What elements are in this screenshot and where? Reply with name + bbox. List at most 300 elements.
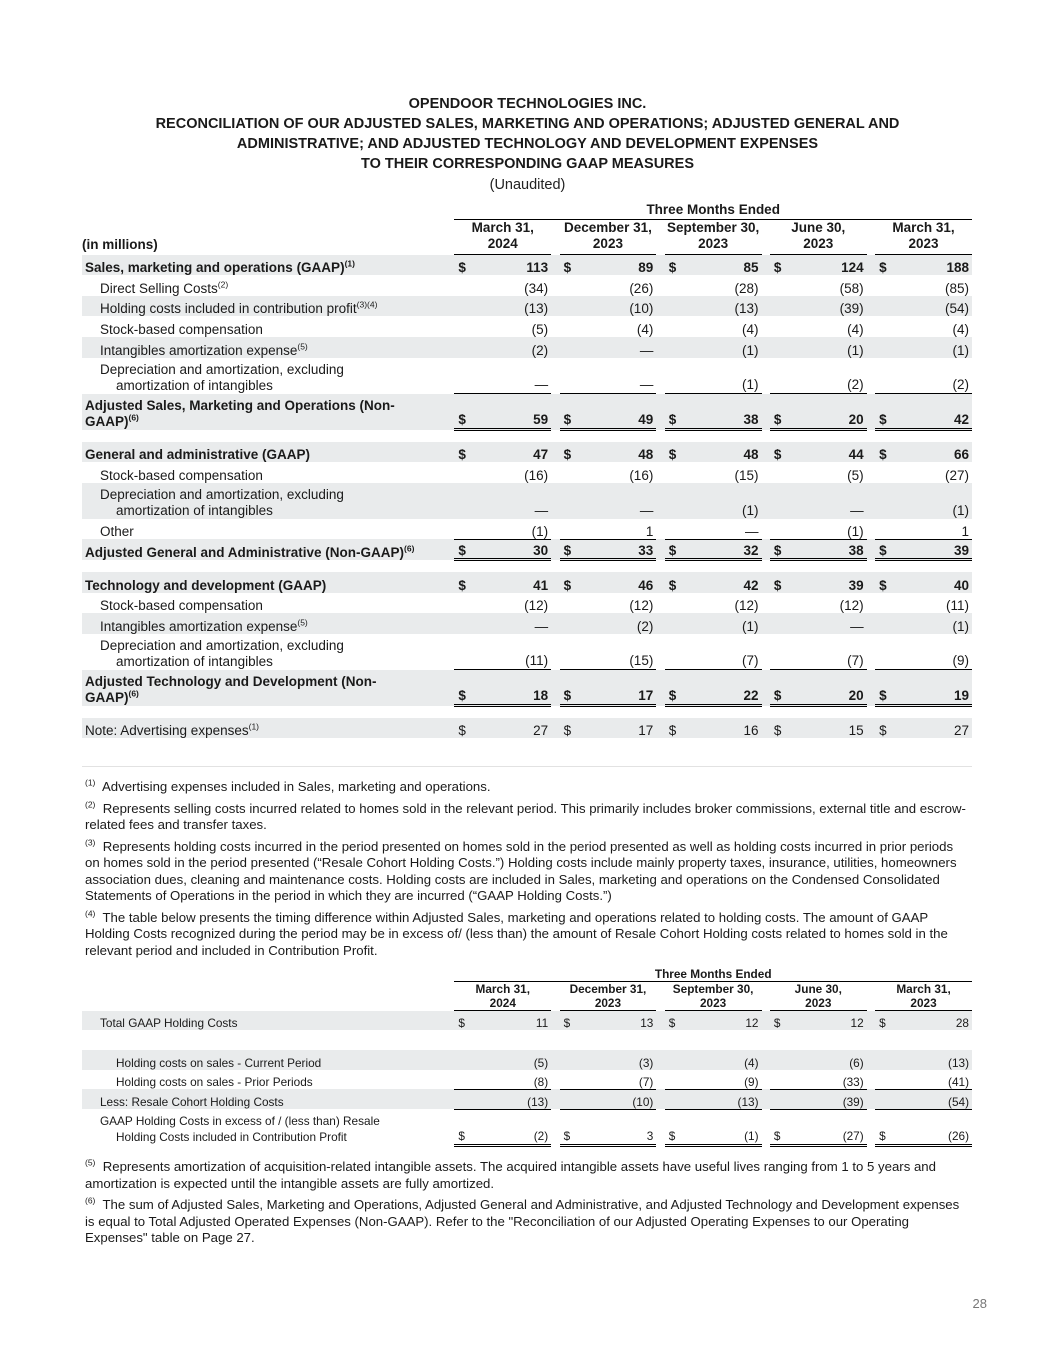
value-cell: 32 — [679, 539, 761, 560]
currency-symbol — [770, 519, 785, 540]
value-cell: (11) — [469, 634, 551, 670]
column-header: March 31, 2024 — [454, 982, 551, 1011]
value-cell: 17 — [574, 718, 656, 739]
value-cell: (1) — [469, 519, 551, 540]
column-header: March 31, 2023 — [875, 220, 972, 255]
currency-symbol — [560, 613, 575, 634]
value-cell: (2) — [785, 358, 867, 394]
currency-symbol — [454, 1050, 469, 1070]
currency-symbol: $ — [454, 670, 469, 706]
value-cell: 48 — [574, 442, 656, 463]
currency-symbol — [665, 519, 680, 540]
footnotes-lower — [85, 1159, 970, 1252]
currency-symbol — [770, 1089, 785, 1109]
currency-symbol: $ — [560, 255, 575, 276]
value-cell: (58) — [839, 280, 864, 296]
table-row — [82, 1089, 972, 1109]
value-cell: 22 — [679, 670, 761, 706]
value-cell: 47 — [469, 442, 551, 463]
value-cell: 11 — [469, 1011, 551, 1031]
value-cell: 41 — [469, 572, 551, 593]
value-cell: — — [785, 483, 867, 519]
row-label: Intangibles amortization expense$^{(5)}$ — [82, 613, 446, 634]
currency-symbol — [770, 462, 785, 483]
footnote-3: $^{(3)}$ Represents holding costs incurred in the period presented on homes sold in the period presented as well as holding costs incurred in prior periods on homes sold in the period presented (“Resale Cohort Holding Costs.”) Holding costs include mainly property taxes, insurance, utilities, homeowners association dues, cleaning and maintenance costs. Holding costs are included in Sales, marketing and operations on the Condensed Consolidated Statements of Operations in the period in which they are incurred (“GAAP Holding Costs.”) — [85, 837, 957, 903]
currency-symbol: $ — [560, 539, 575, 560]
table-row — [82, 255, 972, 276]
currency-symbol — [454, 613, 469, 634]
value-cell: (1) — [679, 483, 761, 519]
value-cell: (4) — [847, 321, 864, 337]
value-cell: (13) — [890, 1050, 972, 1070]
table-row — [82, 483, 972, 519]
currency-symbol — [875, 1050, 890, 1070]
value-cell: (13) — [679, 1089, 761, 1109]
currency-symbol — [770, 634, 785, 670]
value-cell: — — [574, 358, 656, 394]
currency-symbol — [665, 296, 680, 317]
value-cell: 16 — [679, 718, 761, 739]
row-label: Total GAAP Holding Costs — [82, 1011, 446, 1031]
currency-symbol: $ — [560, 442, 575, 463]
value-cell: — — [574, 337, 656, 358]
currency-symbol — [560, 1050, 575, 1070]
value-cell: 49 — [574, 394, 656, 430]
value-cell: (4) — [742, 321, 759, 337]
value-cell: 113 — [469, 255, 551, 276]
report-title-line2: ADMINISTRATIVE; AND ADJUSTED TECHNOLOGY AND DEVELOPMENT EXPENSES — [236, 136, 819, 152]
currency-symbol — [454, 519, 469, 540]
footnote-1: $^{(1)}$ Advertising expenses included in Sales, marketing and operations. — [85, 777, 491, 794]
currency-symbol — [665, 275, 680, 296]
value-cell: (41) — [890, 1070, 972, 1090]
currency-symbol — [665, 316, 680, 337]
value-cell: (15) — [574, 634, 656, 670]
value-cell: 42 — [890, 394, 972, 430]
row-label: Depreciation and amortization, excluding amortization of intangibles — [82, 483, 446, 519]
table-row — [82, 613, 972, 634]
currency-symbol: $ — [665, 255, 680, 276]
value-cell: (9) — [679, 1070, 761, 1090]
value-cell: (7) — [679, 634, 761, 670]
period-header: Three Months Ended — [454, 199, 972, 220]
value-cell: (1) — [679, 337, 761, 358]
row-label: Holding costs on sales - Current Period — [82, 1050, 446, 1070]
value-cell: 12 — [785, 1011, 867, 1031]
currency-symbol: $ — [665, 670, 680, 706]
value-cell: (54) — [890, 1089, 972, 1109]
value-cell: (26) — [629, 280, 654, 296]
table-row — [82, 1050, 972, 1070]
value-cell: (1) — [890, 483, 972, 519]
currency-symbol — [770, 316, 785, 337]
column-header: June 30, 2023 — [770, 220, 867, 255]
currency-symbol — [454, 483, 469, 519]
table-row — [82, 358, 972, 394]
value-cell: (10) — [574, 296, 656, 317]
footnote-5: $^{(5)}$ Represents amortization of acquisition-related intangible assets. The acquired intangible assets have useful lives ranging from 1 to 5 years and amortization is expected until the intangible assets are fully amortized. — [85, 1157, 936, 1191]
value-cell: 20 — [785, 670, 867, 706]
currency-symbol: $ — [665, 394, 680, 430]
report-subtitle: (Unaudited) — [489, 177, 566, 193]
row-label: Stock-based compensation — [100, 321, 263, 337]
currency-symbol — [665, 358, 680, 394]
currency-symbol — [770, 483, 785, 519]
currency-symbol — [770, 275, 785, 296]
value-cell: (11) — [945, 598, 969, 614]
value-cell: (15) — [734, 467, 759, 483]
row-label: General and administrative (GAAP) — [82, 442, 446, 463]
currency-symbol — [454, 316, 469, 337]
currency-symbol: $ — [770, 718, 785, 739]
table-row — [82, 394, 972, 430]
currency-symbol: $ — [560, 572, 575, 593]
value-cell: (2) — [469, 1109, 551, 1145]
row-label: Technology and development (GAAP) — [82, 572, 446, 593]
value-cell: 66 — [890, 442, 972, 463]
value-cell: (13) — [679, 296, 761, 317]
currency-symbol — [560, 1089, 575, 1109]
value-cell: 39 — [890, 539, 972, 560]
table-row — [82, 634, 972, 670]
currency-symbol: $ — [770, 539, 785, 560]
value-cell: 40 — [890, 572, 972, 593]
footnotes-upper — [85, 779, 970, 964]
currency-symbol: $ — [875, 539, 890, 560]
value-cell: (8) — [469, 1070, 551, 1090]
currency-symbol — [665, 462, 680, 483]
column-header: June 30, 2023 — [770, 982, 867, 1011]
row-label: Depreciation and amortization, excluding amortization of intangibles — [100, 361, 344, 393]
column-header: September 30, 2023 — [665, 220, 762, 255]
currency-symbol: $ — [454, 255, 469, 276]
value-cell: 15 — [785, 718, 867, 739]
currency-symbol — [454, 296, 469, 317]
currency-symbol — [560, 483, 575, 519]
row-label: Stock-based compensation — [100, 467, 263, 483]
row-label: Holding costs included in contribution profit$^{(3)(4)}$ — [82, 296, 446, 317]
currency-symbol — [770, 337, 785, 358]
value-cell: 44 — [785, 442, 867, 463]
row-label: GAAP Holding Costs in excess of / (less than) Resale Holding Costs included in Contribution Profit — [100, 1114, 380, 1145]
value-cell: 46 — [574, 572, 656, 593]
sub-period-header: Three Months Ended — [454, 962, 972, 982]
value-cell: (7) — [574, 1070, 656, 1090]
currency-symbol — [875, 296, 890, 317]
spacer-row — [82, 430, 972, 442]
currency-symbol: $ — [665, 539, 680, 560]
column-header: December 31, 2023 — [560, 220, 657, 255]
table-row — [82, 337, 972, 358]
spacer-row — [82, 706, 972, 718]
currency-symbol — [770, 613, 785, 634]
currency-symbol — [770, 296, 785, 317]
currency-symbol — [875, 358, 890, 394]
currency-symbol — [875, 593, 890, 614]
footnote-4: $^{(4)}$ The table below presents the timing difference within Adjusted Sales, marketing and operations related to holding costs. The amount of GAAP Holding Costs recognized during the period may be in excess of/ (less than) the amount of Resale Cohort Holding costs related to homes sold in the relevant period and included in Contribution Profit. — [85, 908, 948, 958]
currency-symbol — [454, 462, 469, 483]
company-name: OPENDOOR TECHNOLOGIES INC. — [408, 96, 647, 112]
currency-symbol: $ — [454, 539, 469, 560]
row-label: Adjusted General and Administrative (Non-GAAP)$^{(6)}$ — [82, 539, 446, 560]
currency-symbol: $ — [560, 394, 575, 430]
currency-symbol: $ — [875, 572, 890, 593]
value-cell: (85) — [944, 280, 969, 296]
currency-symbol — [560, 296, 575, 317]
value-cell: 30 — [469, 539, 551, 560]
value-cell: 17 — [574, 670, 656, 706]
currency-symbol — [560, 275, 575, 296]
footnote-6: $^{(6)}$ The sum of Adjusted Sales, Marketing and Operations, Adjusted General and Administrative, and Adjusted Technology and Development expenses is equal to Total Adjusted Operated Expenses (Non-GAAP). Refer to the "Reconciliation of our Adjusted Operating Expenses to our Operating Expenses" table on Page 27. — [85, 1195, 960, 1245]
row-label: Adjusted Sales, Marketing and Operations (Non- GAAP)$^{(6)}$ — [82, 394, 446, 430]
currency-symbol: $ — [875, 718, 890, 739]
spacer-row — [82, 560, 972, 572]
value-cell: 38 — [679, 394, 761, 430]
currency-symbol — [665, 483, 680, 519]
footnote-2: $^{(2)}$ Represents selling costs incurred related to homes sold in the relevant period. This primarily includes broker commissions, external title and escrow-related fees and transfer taxes. — [85, 799, 966, 832]
value-cell: (33) — [785, 1070, 867, 1090]
value-cell: 89 — [574, 255, 656, 276]
value-cell: 28 — [890, 1011, 972, 1031]
value-cell: 12 — [679, 1011, 761, 1031]
currency-symbol — [665, 593, 680, 614]
currency-symbol: $ — [665, 1109, 680, 1145]
currency-symbol — [454, 337, 469, 358]
value-cell: 19 — [890, 670, 972, 706]
value-cell: 39 — [785, 572, 867, 593]
currency-symbol: $ — [770, 1011, 785, 1031]
currency-symbol: $ — [454, 1109, 469, 1145]
value-cell: — — [469, 613, 551, 634]
currency-symbol: $ — [454, 572, 469, 593]
currency-symbol — [770, 358, 785, 394]
currency-symbol: $ — [770, 394, 785, 430]
value-cell: (4) — [952, 321, 969, 337]
currency-symbol — [665, 1050, 680, 1070]
value-cell: (28) — [734, 280, 759, 296]
currency-symbol — [560, 462, 575, 483]
value-cell: (12) — [629, 598, 654, 614]
value-cell: (2) — [890, 358, 972, 394]
currency-symbol — [665, 337, 680, 358]
value-cell: (16) — [524, 467, 549, 483]
value-cell: 3 — [574, 1109, 656, 1145]
currency-symbol: $ — [560, 1011, 575, 1031]
table-row — [82, 593, 972, 614]
currency-symbol: $ — [665, 1011, 680, 1031]
value-cell: (1) — [890, 613, 972, 634]
currency-symbol: $ — [770, 442, 785, 463]
row-label: Note: Advertising expenses$^{(1)}$ — [82, 718, 446, 739]
currency-symbol — [875, 634, 890, 670]
table-row — [82, 539, 972, 560]
currency-symbol — [454, 358, 469, 394]
table-row — [82, 275, 972, 296]
value-cell: 59 — [469, 394, 551, 430]
table-row — [82, 316, 972, 337]
value-cell: (1) — [785, 337, 867, 358]
value-cell: (2) — [574, 613, 656, 634]
value-cell: (3) — [574, 1050, 656, 1070]
column-header: September 30, 2023 — [665, 982, 762, 1011]
currency-symbol: $ — [875, 1011, 890, 1031]
report-title-line3: TO THEIR CORRESPONDING GAAP MEASURES — [360, 156, 694, 172]
column-header: December 31, 2023 — [560, 982, 657, 1011]
currency-symbol: $ — [770, 572, 785, 593]
table-row — [82, 519, 972, 540]
currency-symbol: $ — [770, 1109, 785, 1145]
value-cell: (6) — [785, 1050, 867, 1070]
currency-symbol — [560, 519, 575, 540]
table-row — [82, 442, 972, 463]
table-row — [82, 572, 972, 593]
value-cell: (5) — [847, 467, 864, 483]
row-label: Stock-based compensation — [100, 598, 263, 614]
value-cell: (39) — [785, 296, 867, 317]
value-cell: 85 — [679, 255, 761, 276]
currency-symbol — [770, 593, 785, 614]
table-row — [82, 1109, 972, 1145]
currency-symbol: $ — [770, 255, 785, 276]
currency-symbol — [875, 519, 890, 540]
row-label: Less: Resale Cohort Holding Costs — [82, 1089, 446, 1109]
currency-symbol — [875, 316, 890, 337]
currency-symbol — [665, 1089, 680, 1109]
currency-symbol: $ — [665, 442, 680, 463]
currency-symbol: $ — [770, 670, 785, 706]
currency-symbol: $ — [665, 718, 680, 739]
value-cell: 27 — [890, 718, 972, 739]
row-label: Adjusted Technology and Development (Non- GAAP)$^{(6)}$ — [82, 670, 446, 706]
row-label: Intangibles amortization expense$^{(5)}$ — [82, 337, 446, 358]
value-cell: — — [785, 613, 867, 634]
currency-symbol: $ — [560, 670, 575, 706]
row-label: Holding costs on sales - Prior Periods — [116, 1075, 313, 1090]
currency-symbol — [770, 1070, 785, 1090]
value-cell: 42 — [679, 572, 761, 593]
currency-symbol — [560, 593, 575, 614]
value-cell: (1) — [679, 1109, 761, 1145]
currency-symbol — [875, 337, 890, 358]
currency-symbol: $ — [665, 572, 680, 593]
divider — [82, 766, 972, 767]
currency-symbol — [875, 483, 890, 519]
value-cell: 188 — [890, 255, 972, 276]
row-label: Other — [100, 524, 134, 540]
row-label: Depreciation and amortization, excluding amortization of intangibles — [100, 637, 344, 669]
currency-symbol — [875, 462, 890, 483]
value-cell: — — [679, 519, 761, 540]
value-cell: (16) — [629, 467, 654, 483]
currency-symbol — [454, 1089, 469, 1109]
holding-costs-table — [82, 962, 972, 1147]
currency-symbol: $ — [875, 255, 890, 276]
table-row — [82, 296, 972, 317]
value-cell: (1) — [679, 358, 761, 394]
currency-symbol — [560, 358, 575, 394]
table-row — [82, 1070, 972, 1090]
value-cell: — — [574, 483, 656, 519]
currency-symbol: $ — [875, 670, 890, 706]
value-cell: 124 — [785, 255, 867, 276]
currency-symbol: $ — [454, 1011, 469, 1031]
value-cell: (9) — [890, 634, 972, 670]
currency-symbol — [875, 1070, 890, 1090]
value-cell: (1) — [785, 519, 867, 540]
currency-symbol: $ — [875, 442, 890, 463]
value-cell: 38 — [785, 539, 867, 560]
currency-symbol — [770, 1050, 785, 1070]
reconciliation-table — [82, 199, 972, 738]
currency-symbol — [560, 1070, 575, 1090]
units-label: (in millions) — [82, 236, 158, 252]
currency-symbol — [875, 613, 890, 634]
currency-symbol: $ — [560, 1109, 575, 1145]
value-cell: 27 — [469, 718, 551, 739]
currency-symbol: $ — [875, 1109, 890, 1145]
currency-symbol — [560, 634, 575, 670]
value-cell: (5) — [469, 1050, 551, 1070]
currency-symbol — [454, 1070, 469, 1090]
currency-symbol — [454, 275, 469, 296]
currency-symbol: $ — [454, 718, 469, 739]
value-cell: (7) — [785, 634, 867, 670]
value-cell: (5) — [531, 321, 549, 337]
value-cell: (12) — [839, 598, 864, 614]
row-label: Sales, marketing and operations (GAAP)$^{(1)}$ — [82, 255, 446, 276]
currency-symbol — [560, 316, 575, 337]
value-cell: (54) — [890, 296, 972, 317]
currency-symbol: $ — [560, 718, 575, 739]
currency-symbol — [875, 1089, 890, 1109]
currency-symbol — [454, 593, 469, 614]
currency-symbol — [665, 613, 680, 634]
currency-symbol: $ — [875, 394, 890, 430]
value-cell: (12) — [734, 598, 759, 614]
value-cell: 48 — [679, 442, 761, 463]
value-cell: 1 — [890, 519, 972, 540]
currency-symbol — [665, 1070, 680, 1090]
value-cell: (2) — [469, 337, 551, 358]
column-header: March 31, 2023 — [875, 982, 972, 1011]
value-cell: (13) — [469, 1089, 551, 1109]
value-cell: (27) — [944, 467, 969, 483]
value-cell: 33 — [574, 539, 656, 560]
value-cell: (4) — [636, 321, 654, 337]
table-row — [82, 718, 972, 739]
value-cell: — — [469, 483, 551, 519]
value-cell: — — [469, 358, 551, 394]
value-cell: 20 — [785, 394, 867, 430]
value-cell: (13) — [469, 296, 551, 317]
row-label: Direct Selling Costs$^{(2)}$ — [100, 279, 229, 296]
table-row — [82, 1011, 972, 1031]
currency-symbol — [454, 634, 469, 670]
value-cell: (1) — [679, 613, 761, 634]
value-cell: 13 — [574, 1011, 656, 1031]
value-cell: (4) — [679, 1050, 761, 1070]
currency-symbol — [875, 275, 890, 296]
currency-symbol — [560, 337, 575, 358]
value-cell: 1 — [574, 519, 656, 540]
value-cell: (34) — [524, 280, 549, 296]
report-header — [0, 94, 1055, 195]
currency-symbol: $ — [454, 442, 469, 463]
spacer-row — [82, 1030, 972, 1050]
table-row — [82, 670, 972, 706]
value-cell: (10) — [574, 1089, 656, 1109]
value-cell: 18 — [469, 670, 551, 706]
